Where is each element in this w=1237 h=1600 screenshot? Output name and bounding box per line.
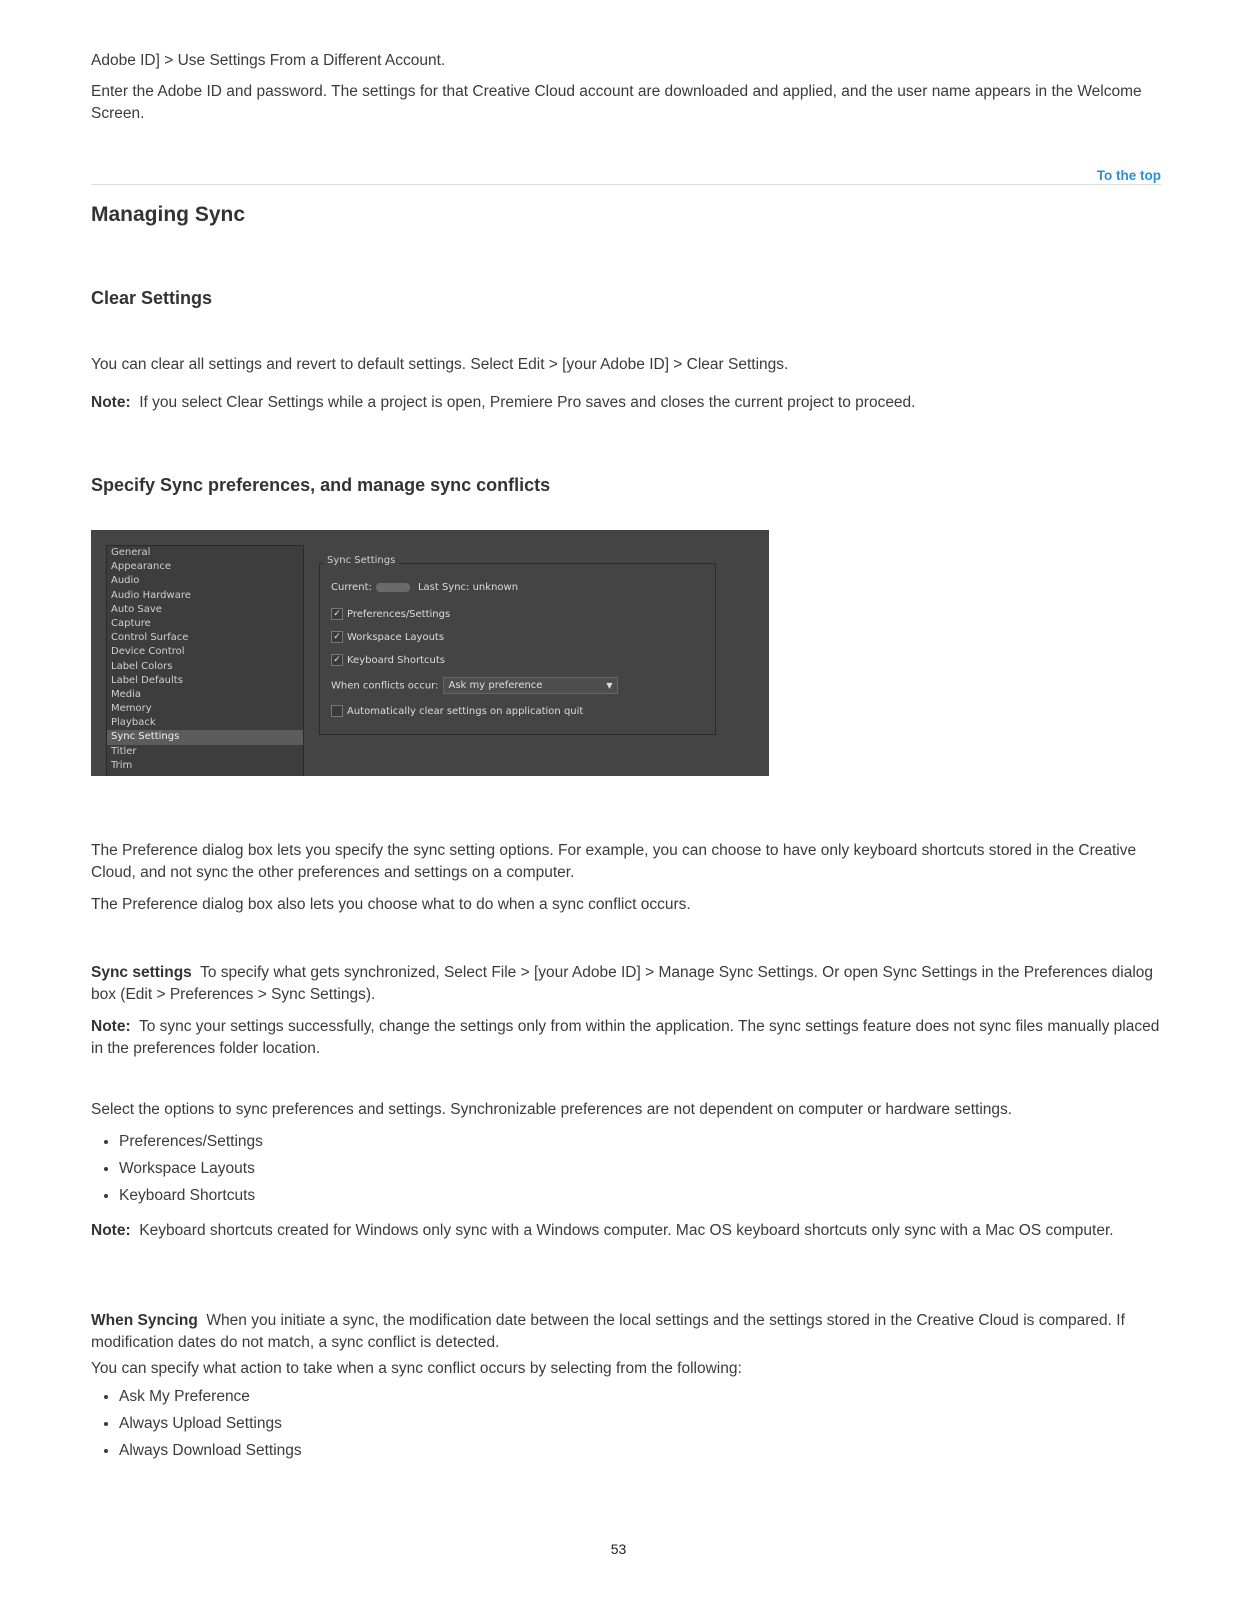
note-text: If you select Clear Settings while a project is open, Premiere Pro saves and closes the current project to proceed. xyxy=(139,394,916,411)
category-item: Audio xyxy=(111,575,140,587)
blurred-username xyxy=(376,583,410,592)
list-item: • Preferences/Settings xyxy=(119,1128,263,1155)
category-item-selected: Sync Settings xyxy=(107,730,303,744)
heading-specify-sync: Specify Sync preferences, and manage sync conflicts xyxy=(91,475,551,495)
category-item: General xyxy=(111,547,151,558)
checkmark-icon: ✓ xyxy=(331,654,343,666)
heading-managing-sync: Managing Sync xyxy=(91,203,246,226)
note-keyboard-shortcuts xyxy=(91,1220,1161,1242)
sync-options-list xyxy=(91,1128,263,1209)
preference-paragraph-1: The Preference dialog box lets you specify the sync setting options. For example, you can choose to have only keyboard shortcuts stored in the Creative Cloud, and not sync the other preferences and settings on a computer. xyxy=(91,842,1137,881)
checkbox-label: Automatically clear settings on application quit xyxy=(347,706,584,717)
checkbox-label: Workspace Layouts xyxy=(347,632,445,643)
sync-settings-group-title: Sync Settings xyxy=(323,555,399,566)
checkbox-row xyxy=(331,631,444,643)
note-clear-settings xyxy=(91,392,1161,414)
sync-settings-paragraph xyxy=(91,962,1161,1006)
category-item: Audio Hardware xyxy=(111,589,191,601)
category-item: Label Defaults xyxy=(111,674,183,686)
note-label: Note: xyxy=(91,1018,131,1035)
list-item: • Workspace Layouts xyxy=(119,1155,263,1182)
intro-paragraph-2: Enter the Adobe ID and password. The settings for that Creative Cloud account are downloaded and applied, and the user name appears in the Welcome Screen. xyxy=(91,83,1142,122)
conflicts-value: Ask my preference xyxy=(448,680,543,691)
checkbox-label: Preferences/Settings xyxy=(347,609,451,620)
note-text: Keyboard shortcuts created for Windows only sync with a Windows computer. Mac OS keyboard shortcuts only sync with a Mac OS computer. xyxy=(139,1222,1114,1239)
conflicts-dropdown xyxy=(443,677,618,694)
preference-paragraph-2: The Preference dialog box also lets you choose what to do when a sync conflict occurs. xyxy=(91,896,691,913)
checkbox-row xyxy=(331,608,450,620)
category-item: Trim xyxy=(111,759,133,771)
chevron-down-icon: ▼ xyxy=(606,681,613,690)
section-divider xyxy=(91,184,1161,185)
checkbox-row xyxy=(331,654,445,666)
list-item: • Always Download Settings xyxy=(119,1437,302,1464)
checkmark-icon: ✓ xyxy=(331,631,343,643)
category-item: Control Surface xyxy=(111,632,189,644)
checkbox-row xyxy=(331,705,583,717)
category-item: Playback xyxy=(111,717,156,729)
category-item: Memory xyxy=(111,703,152,715)
preferences-category-list xyxy=(106,545,304,776)
checkmark-icon: ✓ xyxy=(331,608,343,620)
category-item: Titler xyxy=(111,745,137,757)
last-sync-text: Last Sync: unknown xyxy=(417,582,519,593)
category-item: Capture xyxy=(111,617,151,629)
list-item: • Ask My Preference xyxy=(119,1383,302,1410)
when-syncing-paragraph xyxy=(91,1310,1161,1354)
category-item: Auto Save xyxy=(111,603,162,615)
heading-clear-settings: Clear Settings xyxy=(91,288,213,308)
conflicts-label: When conflicts occur: xyxy=(331,680,439,692)
when-syncing-label: When Syncing xyxy=(91,1312,198,1329)
note-label: Note: xyxy=(91,394,131,411)
clear-settings-paragraph: You can clear all settings and revert to default settings. Select Edit > [your Adobe ID] > Clear Settings. xyxy=(91,356,789,373)
to-the-top-link[interactable]: To the top xyxy=(1096,168,1161,183)
note-sync-settings xyxy=(91,1016,1161,1060)
preferences-dialog-screenshot xyxy=(91,530,769,776)
note-text: To sync your settings successfully, change the settings only from within the application. The sync settings feature does not sync files manually placed in the preferences folder location. xyxy=(91,1018,1160,1057)
conflicts-row xyxy=(331,677,618,694)
checkbox-label: Keyboard Shortcuts xyxy=(347,655,445,666)
current-row xyxy=(331,582,518,593)
sync-settings-text: To specify what gets synchronized, Select File > [your Adobe ID] > Manage Sync Settings. Or open Sync Settings in the Preferences dialog box (Edit > Preferences > Sync Settings). xyxy=(91,964,1154,1003)
sync-settings-label: Sync settings xyxy=(91,964,192,981)
conflict-actions-list xyxy=(91,1383,302,1464)
current-label: Current: xyxy=(331,582,372,593)
category-item: Media xyxy=(111,688,142,700)
intro-paragraph-1: Adobe ID] > Use Settings From a Different Account. xyxy=(91,52,446,69)
note-label: Note: xyxy=(91,1222,131,1239)
specify-action-paragraph: You can specify what action to take when a sync conflict occurs by selecting from the following: xyxy=(91,1360,742,1377)
checkbox-empty-icon xyxy=(331,705,343,717)
list-item: • Always Upload Settings xyxy=(119,1410,302,1437)
category-item: Appearance xyxy=(111,561,172,573)
page-number: 53 xyxy=(610,1541,627,1557)
category-item: Label Colors xyxy=(111,660,173,672)
category-item: Device Control xyxy=(111,646,185,658)
select-options-paragraph: Select the options to sync preferences and settings. Synchronizable preferences are not dependent on computer or hardware settings. xyxy=(91,1101,1013,1118)
list-item: • Keyboard Shortcuts xyxy=(119,1182,263,1209)
when-syncing-text: When you initiate a sync, the modification date between the local settings and the settings stored in the Creative Cloud is compared. If modification dates do not match, a sync conflict is detected. xyxy=(91,1312,1125,1351)
